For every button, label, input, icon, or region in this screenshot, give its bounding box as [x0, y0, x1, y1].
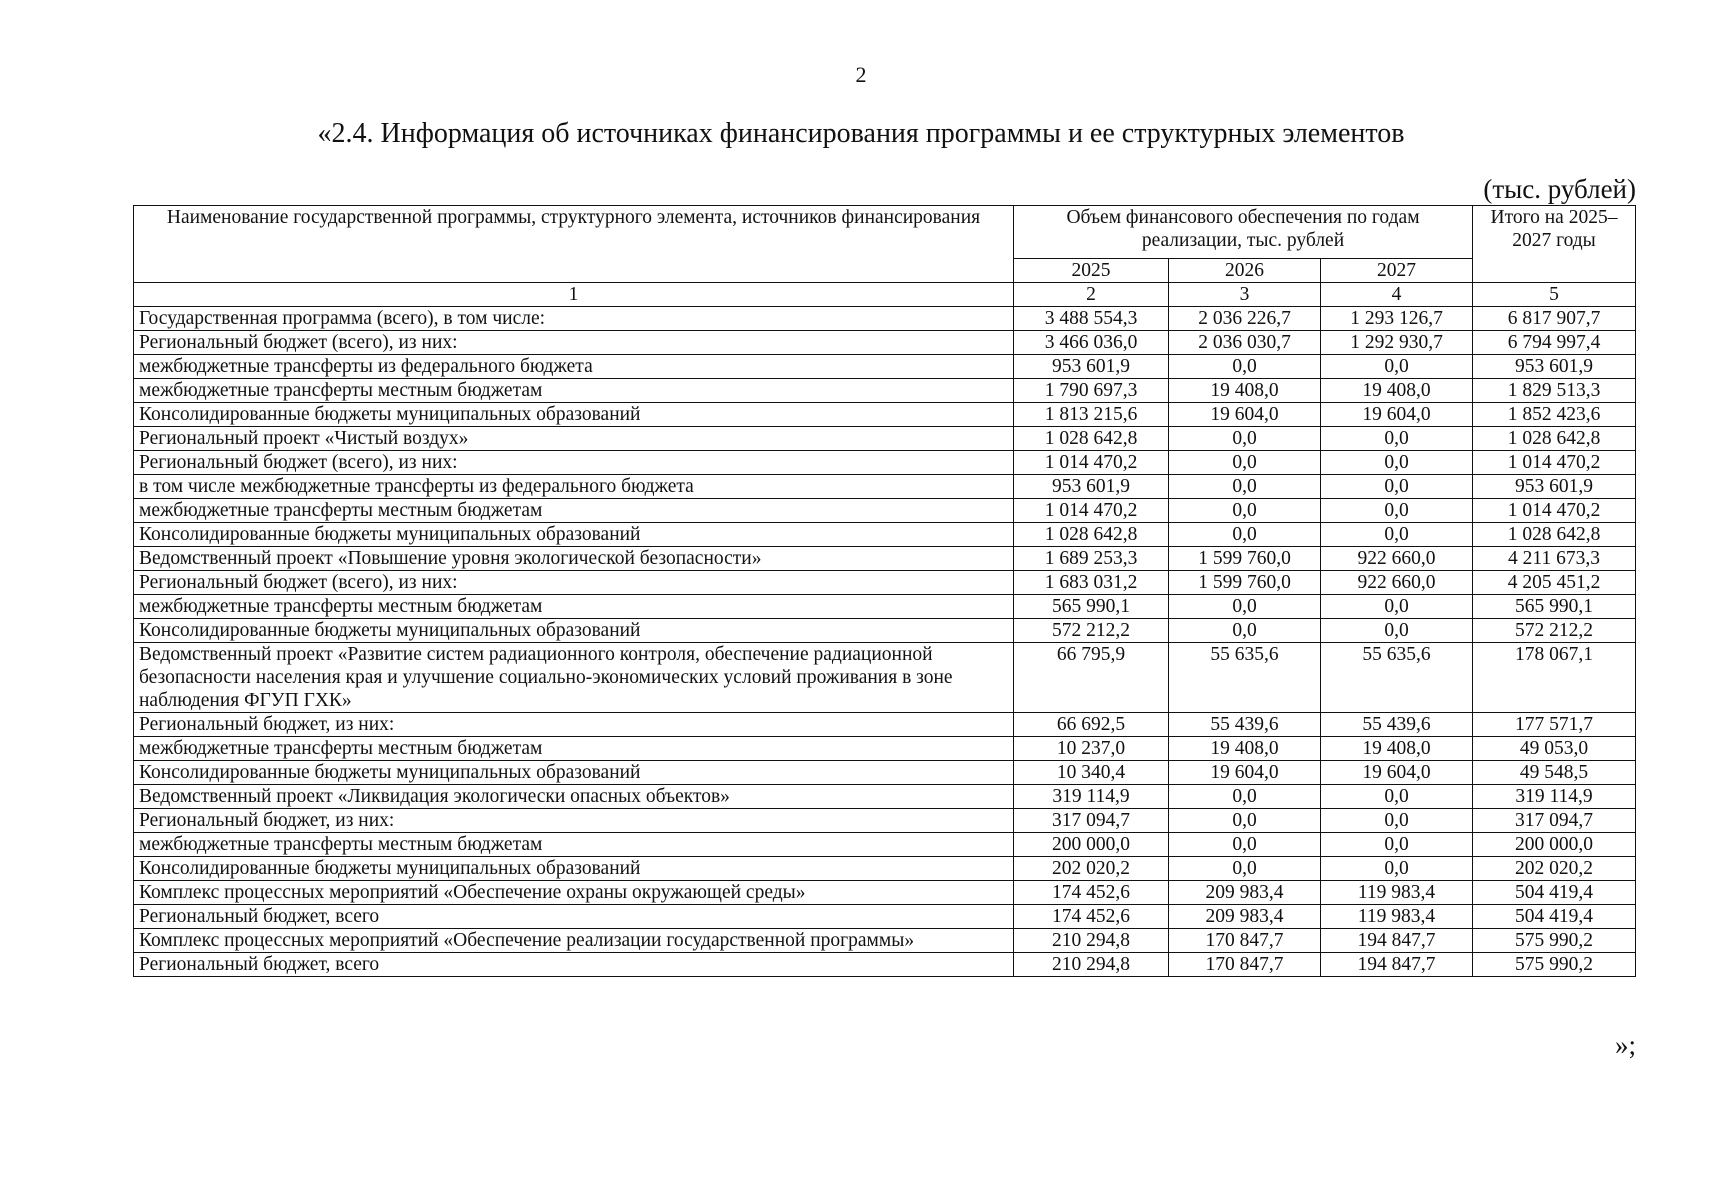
row-total-cell: 1 014 470,2	[1473, 499, 1636, 523]
row-value-2025: 210 294,8	[1014, 953, 1169, 977]
row-total-cell: 6 817 907,7	[1473, 307, 1636, 331]
row-name-cell: в том числе межбюджетные трансферты из федерального бюджета	[134, 475, 1014, 499]
row-value-2026: 0,0	[1169, 427, 1321, 451]
row-name-cell: Комплекс процессных мероприятий «Обеспечение охраны окружающей среды»	[134, 881, 1014, 905]
row-name-cell: Ведомственный проект «Повышение уровня экологической безопасности»	[134, 547, 1014, 571]
row-value-2026: 170 847,7	[1169, 929, 1321, 953]
closing-mark: »;	[1614, 1030, 1636, 1060]
row-value-2025: 202 020,2	[1014, 857, 1169, 881]
row-total-cell: 565 990,1	[1473, 595, 1636, 619]
row-value-2027: 0,0	[1321, 785, 1473, 809]
row-total-cell: 575 990,2	[1473, 953, 1636, 977]
row-value-2025: 10 237,0	[1014, 737, 1169, 761]
row-value-2027: 0,0	[1321, 833, 1473, 857]
row-name-cell: межбюджетные трансферты местным бюджетам	[134, 595, 1014, 619]
table-row	[134, 379, 1636, 403]
row-value-2026: 0,0	[1169, 451, 1321, 475]
document-title: «2.4. Информация об источниках финансирования программы и ее структурных элементов	[317, 118, 1405, 149]
row-name-cell: межбюджетные трансферты из федерального бюджета	[134, 355, 1014, 379]
row-total-cell: 49 053,0	[1473, 737, 1636, 761]
table-row	[134, 403, 1636, 427]
row-name-cell: Региональный проект «Чистый воздух»	[134, 427, 1014, 451]
row-total-cell: 1 028 642,8	[1473, 523, 1636, 547]
row-name-cell: Региональный бюджет (всего), из них:	[134, 571, 1014, 595]
row-value-2026: 55 439,6	[1169, 713, 1321, 737]
table-row	[134, 833, 1636, 857]
row-value-2027: 0,0	[1321, 857, 1473, 881]
row-value-2026: 19 408,0	[1169, 379, 1321, 403]
row-value-2027: 119 983,4	[1321, 881, 1473, 905]
row-name-cell: Консолидированные бюджеты муниципальных образований	[134, 403, 1014, 427]
row-value-2025: 572 212,2	[1014, 619, 1169, 643]
row-value-2027: 0,0	[1321, 451, 1473, 475]
row-value-2026: 209 983,4	[1169, 881, 1321, 905]
table-row	[134, 619, 1636, 643]
row-value-2025: 953 601,9	[1014, 475, 1169, 499]
row-total-cell: 504 419,4	[1473, 905, 1636, 929]
row-total-cell: 575 990,2	[1473, 929, 1636, 953]
page-number: 2	[855, 62, 867, 87]
header-year: 2025	[1014, 259, 1169, 283]
table-row	[134, 523, 1636, 547]
row-value-2026: 0,0	[1169, 475, 1321, 499]
row-value-2027: 55 439,6	[1321, 713, 1473, 737]
row-value-2026: 0,0	[1169, 523, 1321, 547]
row-value-2026: 2 036 226,7	[1169, 307, 1321, 331]
row-total-cell: 4 205 451,2	[1473, 571, 1636, 595]
row-name-cell: Консолидированные бюджеты муниципальных образований	[134, 523, 1014, 547]
table-row	[134, 737, 1636, 761]
table-row	[134, 905, 1636, 929]
table-body	[134, 307, 1636, 977]
row-value-2025: 210 294,8	[1014, 929, 1169, 953]
row-value-2025: 174 452,6	[1014, 905, 1169, 929]
row-value-2027: 0,0	[1321, 809, 1473, 833]
row-total-cell: 202 020,2	[1473, 857, 1636, 881]
table-row	[134, 761, 1636, 785]
row-value-2025: 10 340,4	[1014, 761, 1169, 785]
row-value-2026: 1 599 760,0	[1169, 571, 1321, 595]
row-value-2027: 0,0	[1321, 355, 1473, 379]
row-value-2027: 19 604,0	[1321, 761, 1473, 785]
row-value-2026: 0,0	[1169, 355, 1321, 379]
row-value-2025: 1 028 642,8	[1014, 427, 1169, 451]
row-value-2025: 3 466 036,0	[1014, 331, 1169, 355]
row-value-2025: 174 452,6	[1014, 881, 1169, 905]
row-name-cell: Региональный бюджет, из них:	[134, 713, 1014, 737]
row-value-2026: 0,0	[1169, 595, 1321, 619]
column-number: 3	[1169, 283, 1321, 307]
row-value-2025: 66 795,9	[1014, 643, 1169, 713]
row-value-2026: 19 604,0	[1169, 403, 1321, 427]
row-value-2025: 953 601,9	[1014, 355, 1169, 379]
row-value-2025: 1 014 470,2	[1014, 451, 1169, 475]
row-value-2026: 0,0	[1169, 809, 1321, 833]
row-value-2026: 0,0	[1169, 499, 1321, 523]
unit-note: (тыс. рублей)	[1483, 174, 1636, 204]
row-value-2025: 3 488 554,3	[1014, 307, 1169, 331]
row-value-2027: 922 660,0	[1321, 547, 1473, 571]
row-value-2026: 19 408,0	[1169, 737, 1321, 761]
row-name-cell: Консолидированные бюджеты муниципальных образований	[134, 857, 1014, 881]
row-total-cell: 319 114,9	[1473, 785, 1636, 809]
table-row	[134, 785, 1636, 809]
row-value-2026: 0,0	[1169, 833, 1321, 857]
table-row	[134, 953, 1636, 977]
row-value-2026: 19 604,0	[1169, 761, 1321, 785]
row-value-2025: 66 692,5	[1014, 713, 1169, 737]
header-volume-column: Объем финансового обеспечения по годам реализации, тыс. рублей	[1014, 206, 1473, 259]
table-row	[134, 499, 1636, 523]
row-name-cell: Ведомственный проект «Развитие систем радиационного контроля, обеспечение радиационной безопасности населения края и улучшение социально-экономических условий проживания в зоне наблюдения ФГУП ГХК»	[134, 643, 1014, 713]
row-total-cell: 1 014 470,2	[1473, 451, 1636, 475]
table-row	[134, 307, 1636, 331]
row-total-cell: 504 419,4	[1473, 881, 1636, 905]
row-name-cell: Региональный бюджет, всего	[134, 953, 1014, 977]
table-row	[134, 643, 1636, 713]
table-row	[134, 595, 1636, 619]
row-name-cell: межбюджетные трансферты местным бюджетам	[134, 379, 1014, 403]
row-value-2027: 0,0	[1321, 427, 1473, 451]
row-value-2025: 1 790 697,3	[1014, 379, 1169, 403]
row-value-2026: 2 036 030,7	[1169, 331, 1321, 355]
row-total-cell: 177 571,7	[1473, 713, 1636, 737]
row-value-2026: 170 847,7	[1169, 953, 1321, 977]
row-value-2027: 0,0	[1321, 523, 1473, 547]
row-total-cell: 1 829 513,3	[1473, 379, 1636, 403]
table-row	[134, 881, 1636, 905]
row-value-2026: 1 599 760,0	[1169, 547, 1321, 571]
row-value-2027: 194 847,7	[1321, 929, 1473, 953]
row-value-2027: 922 660,0	[1321, 571, 1473, 595]
row-name-cell: Ведомственный проект «Ликвидация экологически опасных объектов»	[134, 785, 1014, 809]
header-name-column: Наименование государственной программы, структурного элемента, источников финансирования	[134, 206, 1014, 283]
column-number: 2	[1014, 283, 1169, 307]
row-name-cell: Региональный бюджет (всего), из них:	[134, 451, 1014, 475]
row-value-2025: 565 990,1	[1014, 595, 1169, 619]
row-value-2025: 1 014 470,2	[1014, 499, 1169, 523]
row-total-cell: 49 548,5	[1473, 761, 1636, 785]
table-row	[134, 427, 1636, 451]
row-total-cell: 572 212,2	[1473, 619, 1636, 643]
table-row	[134, 929, 1636, 953]
row-value-2027: 1 292 930,7	[1321, 331, 1473, 355]
row-total-cell: 953 601,9	[1473, 355, 1636, 379]
row-value-2027: 19 408,0	[1321, 737, 1473, 761]
column-number: 5	[1473, 283, 1636, 307]
column-number: 4	[1321, 283, 1473, 307]
row-name-cell: Консолидированные бюджеты муниципальных образований	[134, 761, 1014, 785]
row-name-cell: межбюджетные трансферты местным бюджетам	[134, 833, 1014, 857]
row-total-cell: 1 852 423,6	[1473, 403, 1636, 427]
row-total-cell: 200 000,0	[1473, 833, 1636, 857]
row-name-cell: Комплекс процессных мероприятий «Обеспечение реализации государственной программы»	[134, 929, 1014, 953]
row-value-2027: 119 983,4	[1321, 905, 1473, 929]
row-name-cell: Государственная программа (всего), в том числе:	[134, 307, 1014, 331]
row-total-cell: 953 601,9	[1473, 475, 1636, 499]
row-value-2026: 55 635,6	[1169, 643, 1321, 713]
row-total-cell: 178 067,1	[1473, 643, 1636, 713]
row-value-2027: 55 635,6	[1321, 643, 1473, 713]
table-row	[134, 355, 1636, 379]
row-name-cell: Региональный бюджет, из них:	[134, 809, 1014, 833]
table-row	[134, 809, 1636, 833]
row-value-2027: 1 293 126,7	[1321, 307, 1473, 331]
table-row	[134, 547, 1636, 571]
row-value-2026: 209 983,4	[1169, 905, 1321, 929]
row-value-2025: 1 683 031,2	[1014, 571, 1169, 595]
row-value-2027: 19 408,0	[1321, 379, 1473, 403]
row-value-2027: 0,0	[1321, 619, 1473, 643]
table-row	[134, 571, 1636, 595]
financing-table	[133, 205, 1636, 977]
row-value-2025: 200 000,0	[1014, 833, 1169, 857]
header-total-column: Итого на 2025–2027 годы	[1473, 206, 1636, 283]
header-year: 2027	[1321, 259, 1473, 283]
table-row	[134, 451, 1636, 475]
row-total-cell: 6 794 997,4	[1473, 331, 1636, 355]
row-value-2027: 194 847,7	[1321, 953, 1473, 977]
table-row	[134, 331, 1636, 355]
row-name-cell: Консолидированные бюджеты муниципальных образований	[134, 619, 1014, 643]
row-total-cell: 4 211 673,3	[1473, 547, 1636, 571]
row-value-2027: 19 604,0	[1321, 403, 1473, 427]
table-row	[134, 857, 1636, 881]
row-name-cell: Региональный бюджет, всего	[134, 905, 1014, 929]
header-year: 2026	[1169, 259, 1321, 283]
row-value-2026: 0,0	[1169, 785, 1321, 809]
row-value-2025: 1 028 642,8	[1014, 523, 1169, 547]
row-value-2026: 0,0	[1169, 619, 1321, 643]
row-value-2027: 0,0	[1321, 595, 1473, 619]
row-value-2025: 319 114,9	[1014, 785, 1169, 809]
column-number: 1	[134, 283, 1014, 307]
row-name-cell: межбюджетные трансферты местным бюджетам	[134, 737, 1014, 761]
row-value-2027: 0,0	[1321, 475, 1473, 499]
row-name-cell: Региональный бюджет (всего), из них:	[134, 331, 1014, 355]
row-value-2027: 0,0	[1321, 499, 1473, 523]
row-value-2025: 317 094,7	[1014, 809, 1169, 833]
row-total-cell: 1 028 642,8	[1473, 427, 1636, 451]
table-row	[134, 475, 1636, 499]
row-value-2025: 1 689 253,3	[1014, 547, 1169, 571]
row-value-2026: 0,0	[1169, 857, 1321, 881]
table-row	[134, 713, 1636, 737]
row-total-cell: 317 094,7	[1473, 809, 1636, 833]
row-name-cell: межбюджетные трансферты местным бюджетам	[134, 499, 1014, 523]
row-value-2025: 1 813 215,6	[1014, 403, 1169, 427]
